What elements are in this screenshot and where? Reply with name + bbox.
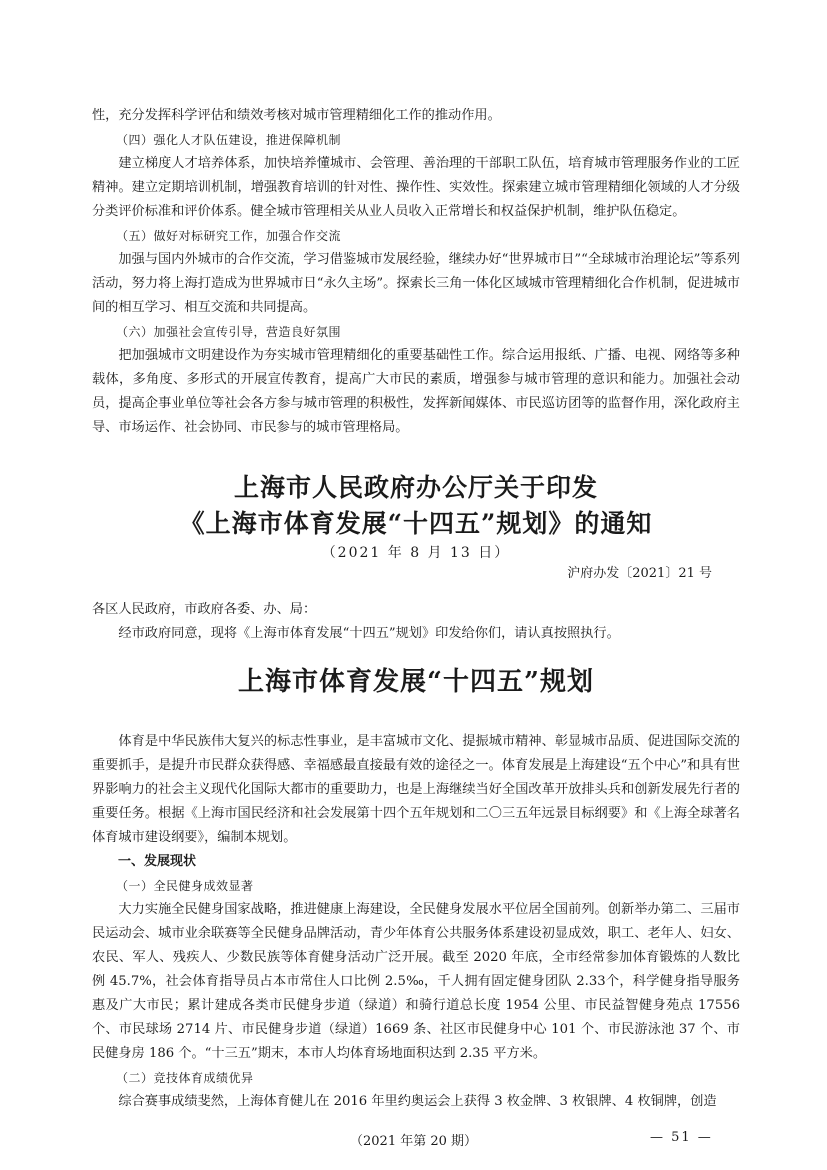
sub1-body: 大力实施全民健身国家战略，推进健康上海建设，全民健身发展水平位居全国前列。创新举办第二、三届市民运动会、城市业余联赛等全民健身品牌活动，青少年体育公共服务体系建设初显成效，职工、老年人、妇女、农民、军人、残疾人、少数民族等体育健身活动广泛开展。截至 2020 年底，全市经常参加体育锻炼的人数比例 45.7%，社会体育指导员占本市常住人口比例 2.5‰，千人拥有固定健身团队 2.33个，科学健身指导服务惠及广大市民；累计建成各类市民健身步道（绿道）和骑行道总长度 1954 公里、市民益智健身苑点 17556 个、市民球场 2714 片、市民健身步道（绿道）1669 条、社区市民健身中心 101 个、市民游泳池 37 个、市民健身房 186 个。“十三五”期末，本市人均体育场地面积达到 2.35 平方米。: [92, 902, 740, 1061]
section-body-6: 把加强城市文明建设作为夯实城市管理精细化的重要基础性工作。综合运用报纸、广播、电视、网络等多种载体，多角度、多形式的开展宣传教育，提高广大市民的素质，增强参与城市管理的意识和能力。加强社会动员，提高企事业单位等社会各方参与城市管理的积极性，发挥新闻媒体、市民巡访团等的监督作用，深化政府主导、市场运作、社会协同、市民参与的城市管理格局。: [92, 348, 740, 435]
section-body-4: 建立梯度人才培养体系，加快培养懂城市、会管理、善治理的干部职工队伍，培育城市管理服务作业的工匠精神。建立定期培训机制，增强教育培训的针对性、操作性、实效性。探索建立城市管理精细化领域的人才分级分类评价标准和评价体系。健全城市管理相关从业人员收入正常增长和权益保护机制，维护队伍稳定。: [92, 156, 740, 219]
section-heading-4: （四）强化人才队伍建设，推进保障机制: [116, 133, 342, 147]
page-body: [92, 104, 740, 1114]
sub1-heading: （一）全民健身成效显著: [116, 879, 254, 893]
section-body-5: 加强与国内外城市的合作交流，学习借鉴城市发展经验，继续办好“世界城市日”“全球城市治理论坛”等系列活动，努力将上海打造成为世界城市日“永久主场”。探索长三角一体化区域城市管理精细化合作机制，促进城市间的相互学习、相互交流和共同提高。: [92, 252, 740, 315]
plan-intro: 体育是中华民族伟大复兴的标志性事业，是丰富城市文化、提振城市精神、彰显城市品质、促进国际交流的重要抓手，是提升市民群众获得感、幸福感最直接最有效的途径之一。体育发展是上海建设“五个中心”和具有世界影响力的社会主义现代化国际大都市的重要助力，也是上海继续当好全国改革开放排头兵和创新发展先行者的重要任务。根据《上海市国民经济和社会发展第十四个五年规划和二〇三五年远景目标纲要》和《上海全球著名体育城市建设纲要》，编制本规划。: [92, 734, 740, 845]
issue-label: （2021 年第 20 期）: [350, 1134, 478, 1149]
notice-body: 经市政府同意，现将《上海市体育发展“十四五”规划》印发给你们，请认真按照执行。: [118, 626, 620, 641]
section1-heading: 一、发展现状: [118, 854, 197, 869]
sub2-heading: （二）竞技体育成绩优异: [116, 1071, 254, 1085]
section-heading-6: （六）加强社会宣传引导，营造良好氛围: [116, 325, 342, 339]
notice-title-line1: 上海市人民政府办公厅关于印发: [233, 473, 598, 502]
plan-title: 上海市体育发展“十四五”规划: [238, 667, 594, 697]
doc-number: 沪府办发〔2021〕21 号: [567, 566, 712, 581]
section-heading-5: （五）做好对标研究工作，加强合作交流: [116, 229, 342, 243]
notice-date: （2021 年 8 月 13 日）: [321, 545, 511, 561]
continuation-paragraph: 性，充分发挥科学评估和绩效考核对城市管理精细化工作的推动作用。: [92, 108, 501, 123]
page-number: — 51 —: [650, 1130, 713, 1145]
notice-title-line2: 《上海市体育发展“十四五”规划》的通知: [179, 509, 653, 538]
sub2-body: 综合赛事成绩斐然，上海体育健儿在 2016 年里约奥运会上获得 3 枚金牌、3 枚银牌、4 枚铜牌，创造: [118, 1094, 717, 1109]
notice-recipients: 各区人民政府，市政府各委、办、局：: [92, 602, 317, 617]
